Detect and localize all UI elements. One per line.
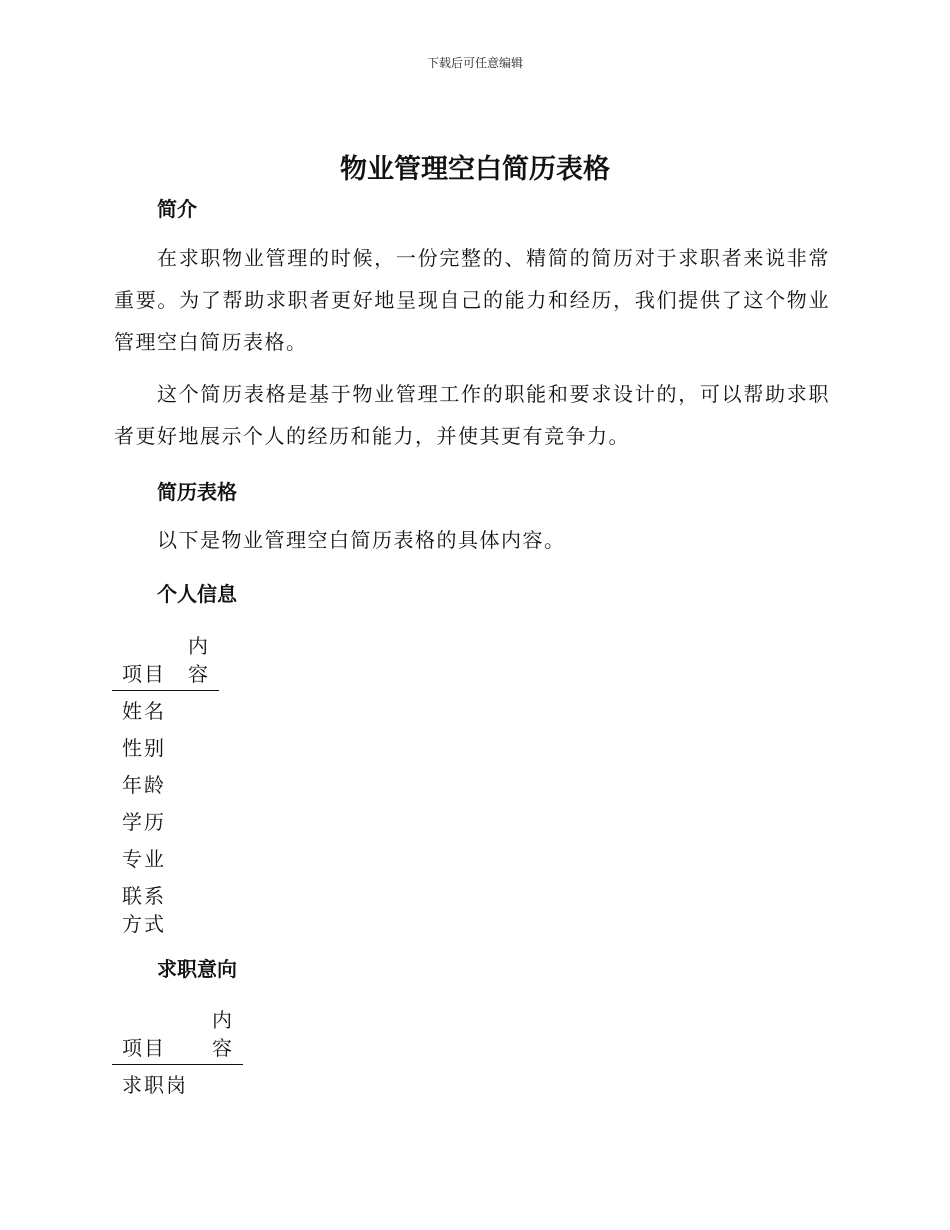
intro-paragraph-1: 在求职物业管理的时候，一份完整的、精简的简历对于求职者来说非常重要。为了帮助求职者更好地呈现自己的能力和经历，我们提供了这个物业管理空白简历表格。 xyxy=(114,246,830,354)
column-header-content-1: 内 xyxy=(212,1008,234,1032)
column-header-item: 项目 xyxy=(122,662,166,686)
column-header-item: 项目 xyxy=(122,1036,166,1060)
table-header xyxy=(112,1004,243,1065)
column-header-content-1: 内 xyxy=(188,634,210,658)
table-row: 年龄 xyxy=(122,773,166,797)
form-paragraph: 以下是物业管理空白简历表格的具体内容。 xyxy=(157,528,566,552)
heading-job-intent: 求职意向 xyxy=(157,957,237,981)
page-header: 下载后可任意编辑 xyxy=(426,56,523,70)
personal-info-table xyxy=(112,630,219,938)
table-row: 姓名 xyxy=(122,699,166,723)
document-title: 物业管理空白简历表格 xyxy=(340,154,610,185)
table-row: 性别 xyxy=(122,736,166,760)
table-header xyxy=(112,630,219,691)
table-row: 方式 xyxy=(122,912,166,936)
intro-paragraph-2: 这个简历表格是基于物业管理工作的职能和要求设计的，可以帮助求职者更好地展示个人的经历和能力，并使其更有竞争力。 xyxy=(114,382,830,448)
table-row: 求职岗 xyxy=(122,1073,188,1097)
heading-intro: 简介 xyxy=(157,197,197,221)
table-row: 学历 xyxy=(122,810,166,834)
table-row: 联系 xyxy=(122,884,166,908)
column-header-content-2: 容 xyxy=(212,1036,234,1060)
column-header-content-2: 容 xyxy=(188,662,210,686)
table-row: 专业 xyxy=(122,847,166,871)
heading-resume-form: 简历表格 xyxy=(157,480,237,504)
job-intent-table xyxy=(112,1004,243,1099)
heading-personal-info: 个人信息 xyxy=(157,582,237,606)
